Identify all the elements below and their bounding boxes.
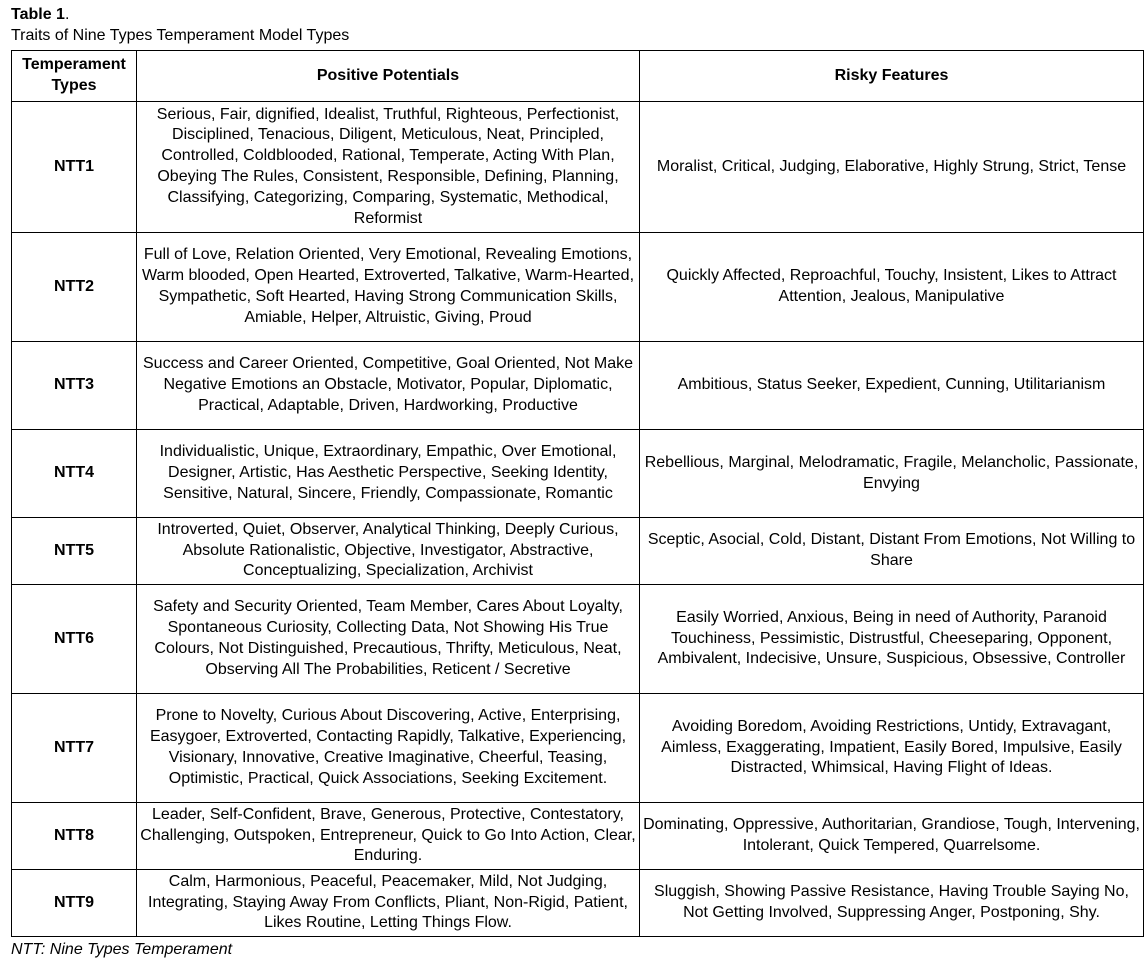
temperament-type-cell: NTT1 (12, 102, 137, 233)
table-caption-title: Traits of Nine Types Temperament Model Types (11, 27, 350, 44)
risky-features-cell: Moralist, Critical, Judging, Elaborative, Highly Strung, Strict, Tense (640, 102, 1144, 233)
risky-features-cell: Rebellious, Marginal, Melodramatic, Fragile, Melancholic, Passionate, Envying (640, 430, 1144, 518)
header-temperament-types: Temperament Types (12, 51, 137, 102)
header-positive-potentials: Positive Potentials (137, 51, 640, 102)
table-number: Table 1 (11, 6, 65, 23)
temperament-type-cell: NTT6 (12, 585, 137, 694)
table-row (12, 518, 1144, 585)
temperament-type-cell: NTT3 (12, 342, 137, 430)
table-row (12, 342, 1144, 430)
positive-potentials-cell: Calm, Harmonious, Peaceful, Peacemaker, Mild, Not Judging, Integrating, Staying Away From Conflicts, Pliant, Non-Rigid, Patient, Likes Routine, Letting Things Flow. (137, 870, 640, 937)
risky-features-cell: Sluggish, Showing Passive Resistance, Having Trouble Saying No, Not Getting Involved, Suppressing Anger, Postponing, Shy. (640, 870, 1144, 937)
temperament-type-cell: NTT4 (12, 430, 137, 518)
positive-potentials-cell: Serious, Fair, dignified, Idealist, Truthful, Righteous, Perfectionist, Disciplined, Tenacious, Diligent, Meticulous, Neat, Principled, Controlled, Coldblooded, Rational, Temperate, Acting With Plan, Obeying The Rules, Consistent, Responsible, Defining, Planning, Classifying, Categorizing, Comparing, Systematic, Methodical, Reformist (137, 102, 640, 233)
risky-features-cell: Quickly Affected, Reproachful, Touchy, Insistent, Likes to Attract Attention, Jealous, Manipulative (640, 233, 1144, 342)
table-row (12, 102, 1144, 233)
temperament-type-cell: NTT7 (12, 694, 137, 803)
temperament-type-cell: NTT5 (12, 518, 137, 585)
table-header-row (12, 51, 1144, 102)
traits-table (11, 50, 1144, 937)
table-row (12, 430, 1144, 518)
table-caption-label (11, 5, 69, 25)
positive-potentials-cell: Leader, Self-Confident, Brave, Generous, Protective, Contestatory, Challenging, Outspoken, Entrepreneur, Quick to Go Into Action, Clear, Enduring. (137, 803, 640, 870)
table-number-suffix: . (64, 6, 70, 23)
positive-potentials-cell: Safety and Security Oriented, Team Member, Cares About Loyalty, Spontaneous Curiosity, Collecting Data, Not Showing His True Colours, Not Distinguished, Precautious, Thrifty, Meticulous, Neat, Observing All The Probabilities, Reticent / Secretive (137, 585, 640, 694)
table-footnote: NTT: Nine Types Temperament (11, 941, 233, 958)
table-row (12, 694, 1144, 803)
table-row (12, 585, 1144, 694)
temperament-type-cell: NTT2 (12, 233, 137, 342)
positive-potentials-cell: Prone to Novelty, Curious About Discovering, Active, Enterprising, Easygoer, Extroverted, Contacting Rapidly, Talkative, Experiencing, Visionary, Innovative, Creative Imaginative, Cheerful, Teasing, Optimistic, Practical, Quick Associations, Seeking Excitement. (137, 694, 640, 803)
positive-potentials-cell: Introverted, Quiet, Observer, Analytical Thinking, Deeply Curious, Absolute Rationalistic, Objective, Investigator, Abstractive, Conceptualizing, Specialization, Archivist (137, 518, 640, 585)
risky-features-cell: Ambitious, Status Seeker, Expedient, Cunning, Utilitarianism (640, 342, 1144, 430)
risky-features-cell: Avoiding Boredom, Avoiding Restrictions, Untidy, Extravagant, Aimless, Exaggerating, Impatient, Easily Bored, Impulsive, Easily Distracted, Whimsical, Having Flight of Ideas. (640, 694, 1144, 803)
positive-potentials-cell: Success and Career Oriented, Competitive, Goal Oriented, Not Make Negative Emotions an Obstacle, Motivator, Popular, Diplomatic, Practical, Adaptable, Driven, Hardworking, Productive (137, 342, 640, 430)
positive-potentials-cell: Full of Love, Relation Oriented, Very Emotional, Revealing Emotions, Warm blooded, Open Hearted, Extroverted, Talkative, Warm-Hearted, Sympathetic, Soft Hearted, Having Strong Communication Skills, Amiable, Helper, Altruistic, Giving, Proud (137, 233, 640, 342)
table-row (12, 870, 1144, 937)
risky-features-cell: Sceptic, Asocial, Cold, Distant, Distant From Emotions, Not Willing to Share (640, 518, 1144, 585)
risky-features-cell: Dominating, Oppressive, Authoritarian, Grandiose, Tough, Intervening, Intolerant, Quick Tempered, Quarrelsome. (640, 803, 1144, 870)
temperament-type-cell: NTT8 (12, 803, 137, 870)
risky-features-cell: Easily Worried, Anxious, Being in need of Authority, Paranoid Touchiness, Pessimistic, Distrustful, Cheeseparing, Opponent, Ambivalent, Indecisive, Unsure, Suspicious, Obsessive, Controller (640, 585, 1144, 694)
temperament-type-cell: NTT9 (12, 870, 137, 937)
table-row (12, 233, 1144, 342)
positive-potentials-cell: Individualistic, Unique, Extraordinary, Empathic, Over Emotional, Designer, Artistic, Has Aesthetic Perspective, Seeking Identity, Sensitive, Natural, Sincere, Friendly, Compassionate, Romantic (137, 430, 640, 518)
header-risky-features: Risky Features (640, 51, 1144, 102)
table-row (12, 803, 1144, 870)
